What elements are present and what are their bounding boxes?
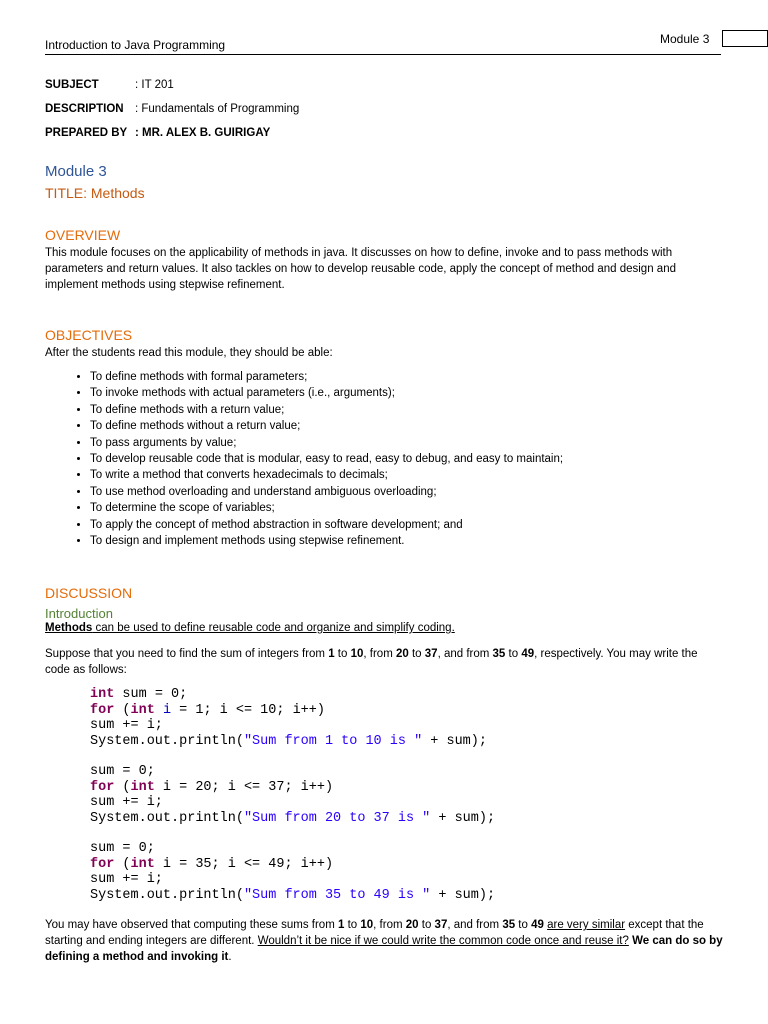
code-keyword: int [130,856,155,872]
text-run: to [344,919,361,931]
subject-label: SUBJECT [45,79,99,91]
code-text [155,703,163,718]
prepared-label: PREPARED BY [45,127,128,139]
code-text: sum = 0; [90,764,155,779]
overview-heading: OVERVIEW [45,227,121,243]
module-tag: Module 3 [660,32,710,46]
code-text: ( [114,856,131,872]
text-run: , and from [437,648,493,660]
number-run: 49 [531,919,544,931]
number-run: 10 [360,919,374,931]
code-block-2 [90,764,495,826]
number-run: 1 [337,919,345,931]
code-string: "Sum from 20 to 37 is " [243,810,431,826]
number-run: 20 [405,919,419,931]
objective-item: • To use method overloading and understand ambiguous overloading; [90,484,563,500]
methods-lead-rest: can be used to define reusable code and organize and simplify coding. [92,622,455,634]
code-text: i = 20; i <= 37; i++) [154,779,334,795]
code-text: = 1; i <= 10; i++) [171,702,325,718]
prepared-value: : MR. ALEX B. GUIRIGAY [135,127,271,139]
code-keyword: for [90,779,115,795]
number-run: 35 [492,648,506,660]
objective-item: • To determine the scope of variables; [90,500,563,516]
text-run: . [228,951,232,963]
objectives-list [45,369,563,549]
code-text: sum += i; [90,872,163,887]
objective-item: • To write a method that converts hexadecimals to decimals; [90,467,563,483]
text-run: to [418,919,435,931]
introduction-subheading: Introduction [45,606,113,621]
text-run: to [505,648,522,660]
code-text: sum += i; [90,718,163,733]
objective-item: • To invoke methods with actual parameters (i.e., arguments); [90,385,563,401]
code-text: sum = 0; [114,687,188,702]
number-run: 37 [434,919,448,931]
code-keyword: for [90,856,115,872]
description-label: DESCRIPTION [45,103,124,115]
text-run: , and from [447,919,503,931]
code-text: + sum); [422,733,487,749]
module-name: Module 3 [45,163,107,180]
number-run: 10 [350,648,364,660]
text-run: , from [363,648,396,660]
objective-item: • To define methods without a return value; [90,418,563,434]
code-text: ( [114,779,131,795]
text-run: to [334,648,351,660]
header-divider [45,54,721,55]
text-run: Suppose that you need to find the sum of integers from [45,648,329,660]
subject-row [45,79,174,91]
subject-value: : IT 201 [135,79,174,91]
text-run: except that the starting and ending integers are different. [45,919,704,947]
code-keyword: for [90,702,115,718]
number-run: 1 [328,648,335,660]
prepared-by-row [45,127,270,139]
number-run: 35 [502,919,516,931]
code-text: System.out.println( [90,810,244,826]
objective-item: • To develop reusable code that is modular, easy to read, easy to debug, and easy to maintain; [90,451,563,467]
number-run: 37 [424,648,438,660]
code-text: + sum); [430,887,496,903]
code-text: + sum); [430,810,496,826]
methods-lead [45,622,455,634]
code-text: System.out.println( [90,733,244,749]
objective-item: • To design and implement methods using stepwise refinement. [90,533,563,549]
description-value: : Fundamentals of Programming [135,103,300,115]
objective-item: • To pass arguments by value; [90,435,563,451]
text-run: to [515,919,532,931]
discussion-paragraph [45,646,725,678]
code-keyword: int [130,779,155,795]
code-text: sum = 0; [90,841,155,856]
code-block-1 [90,687,487,749]
code-string: "Sum from 1 to 10 is " [243,733,423,749]
code-text: ( [114,702,131,718]
text-run: to [408,648,425,660]
closing-paragraph [45,917,725,965]
course-title: Introduction to Java Programming [45,38,226,52]
code-string: "Sum from 35 to 49 is " [243,887,431,903]
objective-item: • To define methods with formal parameters; [90,369,563,385]
code-text: System.out.println( [90,887,244,903]
underlined-run: are very similar [547,919,626,931]
discussion-heading: DISCUSSION [45,585,133,601]
overview-text: This module focuses on the applicability of methods in java. It discusses on how to define, invoke and to pass methods with parameters and return values. It also tackles on how to develop reusable code, apply the concept of method and design and implement methods using stepwise refinement. [45,247,676,291]
text-run: , respectively. You may write the code as follows: [45,648,698,676]
bold-run: We can do so by defining a method and invoking it [45,935,723,963]
code-keyword: int [90,687,115,702]
objectives-heading: OBJECTIVES [45,327,133,343]
code-block-3 [90,841,495,903]
objective-item: • To define methods with a return value; [90,402,563,418]
underlined-run: Wouldn’t it be nice if we could write the common code once and reuse it? [257,935,629,947]
code-keyword: int [130,702,155,718]
number-run: 49 [521,648,535,660]
code-variable: i [162,702,172,718]
methods-term: Methods [45,622,93,634]
description-row [45,103,299,115]
number-run: 20 [395,648,409,660]
module-title: TITLE: Methods [45,185,145,201]
page-number-box [722,30,768,47]
objectives-intro: After the students read this module, they should be able: [45,347,333,359]
objective-item: • To apply the concept of method abstraction in software development; and [90,517,563,533]
text-run: , from [373,919,406,931]
code-text: sum += i; [90,795,163,810]
text-run: You may have observed that computing these sums from [45,919,338,931]
code-text: i = 35; i <= 49; i++) [154,856,334,872]
